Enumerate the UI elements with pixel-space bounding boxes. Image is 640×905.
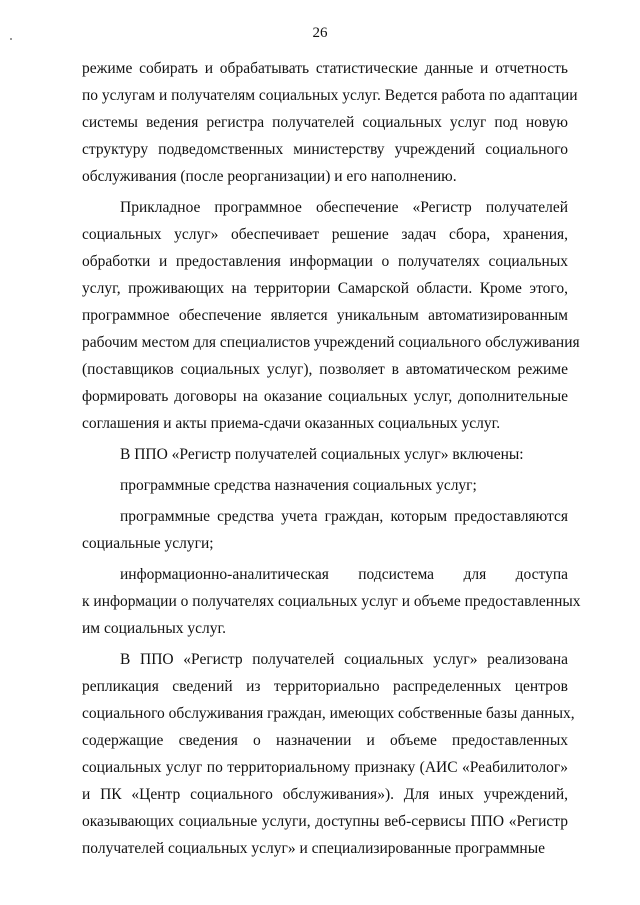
text-line: обслуживания (после реорганизации) и его наполнению. <box>82 168 457 185</box>
text-line: социальных услуг по территориальному признаку (АИС «Реабилитолог» <box>82 759 568 776</box>
paragraph <box>82 503 568 557</box>
text-line: В ППО «Регистр получателей социальных услуг» включены: <box>120 446 524 463</box>
body-text <box>82 55 581 866</box>
paragraph <box>82 55 578 190</box>
text-line: Прикладное программное обеспечение «Регистр получателей <box>120 199 568 216</box>
page-number: 26 <box>312 25 328 41</box>
text-line: информационно-аналитическая подсистема для доступа <box>120 566 568 583</box>
paragraph <box>82 646 575 862</box>
text-line: программное обеспечение является уникальным автоматизированным <box>82 307 568 324</box>
text-line: программные средства назначения социальных услуг; <box>120 477 477 494</box>
text-line: услуг, проживающих на территории Самарской области. Кроме этого, <box>82 280 568 297</box>
paragraph <box>82 472 568 499</box>
text-line: им социальных услуг. <box>82 620 226 637</box>
text-line: содержащие сведения о назначении и объеме предоставленных <box>82 732 568 749</box>
paragraph <box>82 441 568 468</box>
text-line: репликация сведений из территориально распределенных центров <box>82 678 568 695</box>
text-line: по услугам и получателям социальных услуг. Ведется работа по адаптации <box>82 87 578 104</box>
text-line: режиме собирать и обрабатывать статистические данные и отчетность <box>82 60 568 77</box>
paragraph <box>82 561 581 642</box>
text-line: формировать договоры на оказание социальных услуг, дополнительные <box>82 388 568 405</box>
text-line: социального обслуживания граждан, имеющих собственные базы данных, <box>82 705 575 722</box>
paragraph <box>82 194 580 437</box>
text-line: получателей социальных услуг» и специализированные программные <box>82 840 546 857</box>
text-line: программные средства учета граждан, которым предоставляются <box>120 508 568 525</box>
text-line: В ППО «Регистр получателей социальных услуг» реализована <box>120 651 568 668</box>
text-line: социальных услуг» обеспечивает решение задач сбора, хранения, <box>82 226 568 243</box>
text-line: к информации о получателях социальных услуг и объеме предоставленных <box>82 593 581 610</box>
text-line: и ПК «Центр социального обслуживания»). Для иных учреждений, <box>82 786 568 803</box>
text-line: структуру подведомственных министерству учреждений социального <box>82 141 568 158</box>
text-line: соглашения и акты приема-сдачи оказанных социальных услуг. <box>82 415 501 432</box>
text-line: социальные услуги; <box>82 535 214 552</box>
text-line: оказывающих социальные услуги, доступны веб-сервисы ППО «Регистр <box>82 813 568 830</box>
text-line: (поставщиков социальных услуг), позволяет в автоматическом режиме <box>82 361 568 378</box>
text-line: системы ведения регистра получателей социальных услуг под новую <box>82 114 568 131</box>
text-line: обработки и предоставления информации о получателях социальных <box>82 253 568 270</box>
text-line: рабочим местом для специалистов учреждений социального обслуживания <box>82 334 580 351</box>
